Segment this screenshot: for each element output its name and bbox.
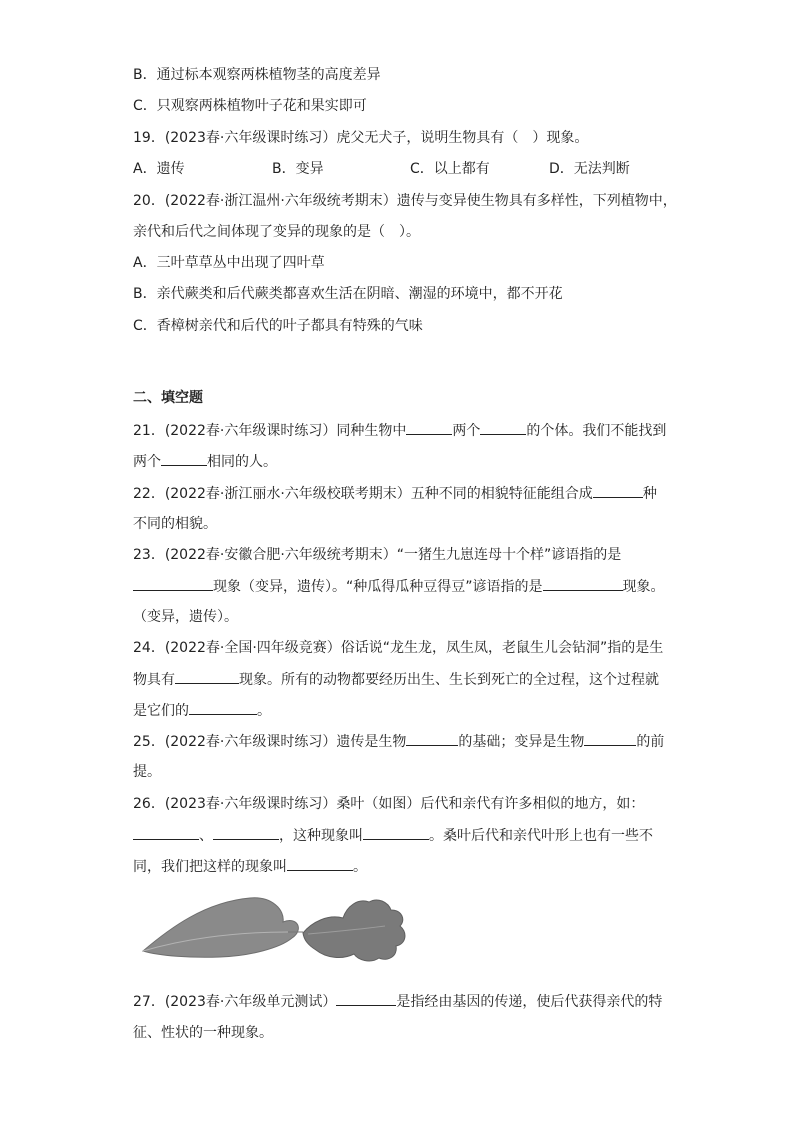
q20-stem-line2: 亲代和后代之间体现了变异的现象的是（ ）。: [133, 224, 420, 240]
q26-blank-3[interactable]: [363, 825, 429, 840]
q20-option-b: B．亲代蕨类和后代蕨类都喜欢生活在阴暗、潮湿的环境中，都不开花: [133, 286, 563, 302]
q21-text-4: 两个: [133, 454, 161, 470]
q23-line3: （变异，遗传）。: [133, 609, 238, 625]
q26-line3: [133, 856, 367, 877]
q24-blank-1[interactable]: [175, 669, 239, 684]
q25-line1: [133, 731, 664, 752]
q21-line1: [133, 420, 666, 441]
q26-text-2: 、: [199, 828, 213, 844]
q23-blank-2[interactable]: [543, 576, 623, 591]
mulberry-leaves-figure: [140, 888, 440, 968]
q23-text-2: 现象（变异，遗传）。“种瓜得瓜种豆得豆”谚语指的是: [213, 579, 543, 595]
q27-text-1: 27．(2023春·六年级单元测试）: [133, 994, 337, 1010]
q27-blank-1[interactable]: [336, 991, 396, 1006]
q24-line2: [133, 669, 659, 690]
q19-option-a: A．遗传: [133, 161, 185, 177]
q22-blank-1[interactable]: [593, 483, 643, 498]
q21-blank-1[interactable]: [406, 420, 452, 435]
q26-blank-4[interactable]: [287, 856, 353, 871]
q24-blank-2[interactable]: [189, 700, 257, 715]
q26-line1: 26．(2023春·六年级课时练习）桑叶（如图）后代和亲代有许多相似的地方，如：: [133, 796, 645, 812]
q19-option-c: C．以上都有: [410, 161, 490, 177]
section-title-fill-in: 二、填空题: [133, 390, 203, 406]
q24-line3: [133, 700, 271, 721]
q21-line2: [133, 451, 277, 472]
q26-blank-2[interactable]: [213, 825, 279, 840]
offspring-leaf-image: [303, 900, 405, 961]
q26-text-6: 。: [353, 859, 367, 875]
parent-leaf-image: [143, 898, 303, 957]
q24-text-5: 。: [257, 703, 271, 719]
q23-text-3: 现象。: [622, 579, 665, 595]
q26-blank-1[interactable]: [133, 825, 199, 840]
q20-option-c: C．香樟树亲代和后代的叶子都具有特殊的气味: [133, 318, 423, 334]
q21-blank-3[interactable]: [161, 451, 207, 466]
q23-line2: [133, 576, 665, 597]
q21-blank-2[interactable]: [480, 420, 526, 435]
q20-stem-line1: 20．(2022春·浙江温州·六年级统考期末）遗传与变异使生物具有多样性，下列植物中，: [133, 193, 677, 209]
q23-line1: 23．(2022春·安徽合肥·六年级统考期末）“一猪生九崽连母十个样”谚语指的是: [133, 547, 622, 563]
q26-line2: [133, 825, 653, 846]
q24-text-2: 物具有: [133, 672, 175, 688]
q25-blank-1[interactable]: [406, 731, 458, 746]
q25-line2: 提。: [133, 764, 161, 780]
q27-text-2: 是指经由基因的传递，使后代获得亲代的特: [396, 994, 663, 1010]
q21-text-5: 相同的人。: [207, 454, 277, 470]
q25-text-2: 的基础；变异是生物: [458, 734, 585, 750]
q25-blank-2[interactable]: [584, 731, 636, 746]
q26-text-3: ，这种现象叫: [279, 828, 363, 844]
q19-option-d: D．无法判断: [549, 161, 630, 177]
q22-line2: 不同的相貌。: [133, 516, 217, 532]
q25-text-3: 的前: [636, 734, 665, 750]
q21-text-2: 两个: [452, 423, 481, 439]
q20-option-a: A．三叶草草丛中出现了四叶草: [133, 255, 325, 271]
q22-text-2: 种: [642, 486, 657, 502]
q19-option-b: B．变异: [272, 161, 324, 177]
q24-line1: 24．(2022春·全国·四年级竞赛）俗话说“龙生龙，凤生凤，老鼠生儿会钻洞”指的是生: [133, 640, 664, 656]
q22-line1: [133, 483, 657, 504]
q24-text-4: 是它们的: [133, 703, 189, 719]
q24-text-3: 现象。所有的动物都要经历出生、生长到死亡的全过程，这个过程就: [239, 672, 659, 688]
q19-stem: 19．(2023春·六年级课时练习）虎父无犬子，说明生物具有（ ）现象。: [133, 130, 589, 146]
q26-text-4: 。桑叶后代和亲代叶形上也有一些不: [429, 828, 653, 844]
q25-text-1: 25．(2022春·六年级课时练习）遗传是生物: [133, 734, 407, 750]
q18-option-b: B．通过标本观察两株植物茎的高度差异: [133, 67, 381, 83]
q22-text-1: 22．(2022春·浙江丽水·六年级校联考期末）五种不同的相貌特征能组合成: [133, 486, 593, 502]
q27-line1: [133, 991, 662, 1012]
q21-text-1: 21．(2022春·六年级课时练习）同种生物中: [133, 423, 407, 439]
q23-blank-1[interactable]: [133, 576, 213, 591]
q21-text-3: 的个体。我们不能找到: [526, 423, 667, 439]
q27-line2: 征、性状的一种现象。: [133, 1025, 273, 1041]
q26-text-5: 同，我们把这样的现象叫: [133, 859, 287, 875]
q18-option-c: C．只观察两株植物叶子花和果实即可: [133, 98, 367, 114]
